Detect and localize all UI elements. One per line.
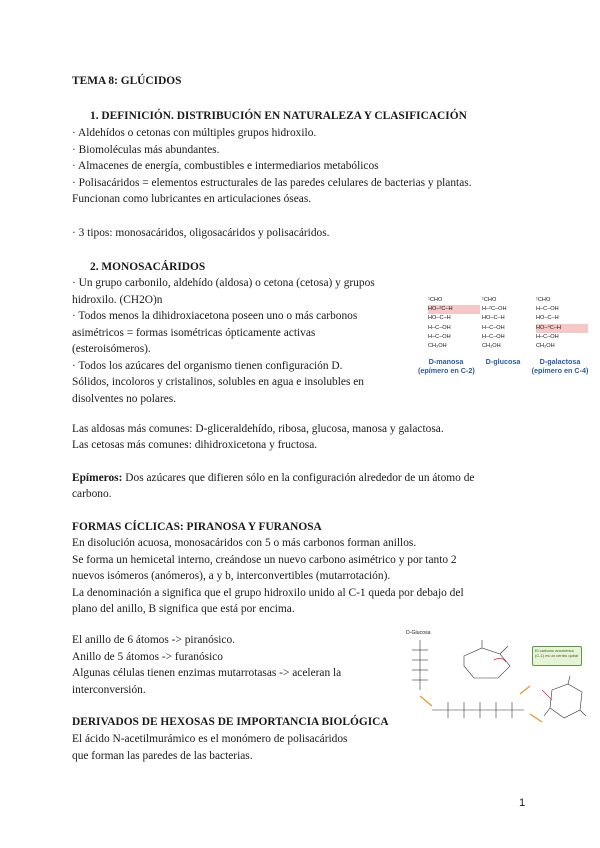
section-body-formas-ciclicas (72, 535, 464, 618)
caption-name: D-glucosa (485, 357, 521, 366)
text-line: que forman las paredes de las bacterias. (72, 749, 253, 762)
text-line: plano del anillo, B significa que está por encima. (72, 603, 295, 615)
text-line: El anillo de 6 átomos -> piranósico. (72, 634, 236, 646)
section-heading-formas-ciclicas: FORMAS CÍCLICAS: PIRANOSA Y FURANOSA (72, 521, 322, 533)
section-body-monosacaridos (72, 275, 375, 407)
text-line: nuevos isómeros (anómeros), a y b, interconvertibles (mutarrotación). (72, 570, 391, 582)
open-chain (412, 640, 428, 690)
structure-row: CH₂OH (536, 343, 555, 350)
text-line: · Almacenes de energía, combustibles e intermediarios metabólicos (72, 160, 379, 172)
text-line: Se forma un hemicetal interno, creándose un nuevo carbono asimétrico y por tanto 2 (72, 553, 457, 566)
text-line: interconversión. (72, 683, 146, 696)
galactose-structure (536, 296, 588, 351)
text-line: · Todos los azúcares del organismo tienen configuración D. (72, 359, 343, 372)
structure-row: HO–C–H (482, 315, 505, 322)
epimers-text: Dos azúcares que difieren sólo en la configuración alrededor de un átomo de (122, 472, 475, 484)
caption-sub: (epímero en C-4) (531, 365, 589, 375)
orange-arrow-icon (420, 696, 432, 706)
structure-row-highlighted: HO–²C–H (428, 305, 480, 314)
structure-row: H–C–OH (536, 306, 559, 313)
epimers-label: Epímeros: (72, 472, 123, 484)
text-line: Sólidos, incoloros y cristalinos, solubles en agua e insolubles en (72, 376, 365, 388)
epimers-line (72, 470, 474, 487)
text-line: En disolución acuosa, monosacáridos con 5 o más carbonos forman anillos. (72, 537, 417, 549)
mannose-caption (418, 358, 474, 375)
structure-row: CH₂OH (482, 343, 501, 350)
structure-row: ¹CHO (428, 297, 443, 303)
caption-name: D-galactosa (539, 357, 581, 366)
text-line: Anillo de 5 átomos -> furanósico (72, 650, 223, 663)
text-line: · Polisacáridos = elementos estructurales de las paredes celulares de bacterias y plantas. (72, 176, 472, 189)
text-line: · Aldehídos o cetonas con múltiples grupos hidroxilo. (72, 127, 317, 139)
types-line: · 3 tipos: monosacáridos, oligosacáridos y polisacáridos. (72, 227, 330, 239)
orange-arrow-icon (530, 714, 542, 722)
section-body-derivados (72, 731, 348, 764)
structure-row: H–C–OH (482, 324, 505, 331)
glucose-structure (482, 296, 534, 351)
text-line: disolventes no polares. (72, 392, 177, 405)
aldoses-line: Las aldosas más comunes: D-gliceraldehído, ribosa, glucosa, manosa y galactosa. (72, 423, 444, 435)
page-number: 1 (519, 797, 526, 809)
structure-row-highlighted: HO–⁴C–H (536, 324, 588, 333)
page-title: TEMA 8: GLÚCIDOS (72, 75, 182, 87)
linear-chain (432, 702, 524, 718)
structure-row: ¹CHO (482, 297, 497, 303)
text-line: · Un grupo carbonilo, aldehído (aldosa) o cetona (cetosa) y grupos (72, 277, 375, 289)
structure-row: H–C–OH (428, 333, 451, 340)
anomeric-note: El carbono anomérico (C-1) es un centro quiral (532, 646, 582, 666)
caption-sub: (epímero en C-2) (418, 365, 475, 375)
structure-row: H–C–OH (428, 324, 451, 331)
pyranose-ring (544, 676, 586, 718)
orange-arrow-icon (520, 686, 530, 694)
structure-row: HO–C–H (536, 315, 559, 322)
caption-name: D-manosa (428, 357, 464, 366)
red-arrow-icon (542, 690, 552, 700)
text-line: · Todos menos la dihidroxiacetona poseen uno o más carbonos (72, 310, 358, 322)
section-heading-derivados: DERIVADOS DE HEXOSAS DE IMPORTANCIA BIOLÓGICA (72, 716, 389, 728)
text-line: · Biomoléculas más abundantes. (72, 143, 220, 156)
ketoses-line: Las cetosas más comunes: dihidroxicetona y fructosa. (72, 439, 318, 451)
text-line: Algunas células tienen enzimas mutarrotasas -> aceleran la (72, 667, 342, 679)
section-body-anillos (72, 632, 341, 698)
structure-row: H–C–OH (536, 333, 559, 340)
figure-title: D-Glucosa (406, 630, 431, 636)
section-body-definicion (72, 125, 472, 208)
text-line: El ácido N-acetilmurámico es el monómero de polisacáridos (72, 733, 348, 745)
text-line: hidroxilo. (CH2O)n (72, 293, 163, 306)
text-line: asimétricos = formas isométricas ópticamente activas (72, 326, 316, 339)
cyclization-figure (402, 630, 588, 740)
structure-row: HO–C–H (428, 315, 451, 322)
structure-row: ¹CHO (536, 297, 551, 303)
structure-row: CH₂OH (428, 343, 447, 350)
section-heading-definicion: 1. DEFINICIÓN. DISTRIBUCIÓN EN NATURALEZA Y CLASIFICACIÓN (90, 110, 467, 122)
text-line: (esteroisómeros). (72, 343, 151, 355)
text-line: La denominación a significa que el grupo hidroxilo unido al C-1 queda por debajo del (72, 586, 464, 599)
text-line: Funcionan como lubricantes en articulaciones óseas. (72, 193, 312, 205)
mannose-structure (428, 296, 480, 351)
section-heading-monosacaridos: 2. MONOSACÁRIDOS (90, 261, 206, 273)
structure-row: H–C–OH (482, 333, 505, 340)
glucose-caption (478, 358, 528, 367)
galactose-caption (530, 358, 590, 375)
epimers-figure (418, 296, 588, 386)
epimers-line-2: carbono. (72, 488, 112, 500)
structure-row: H–²C–OH (482, 306, 507, 313)
